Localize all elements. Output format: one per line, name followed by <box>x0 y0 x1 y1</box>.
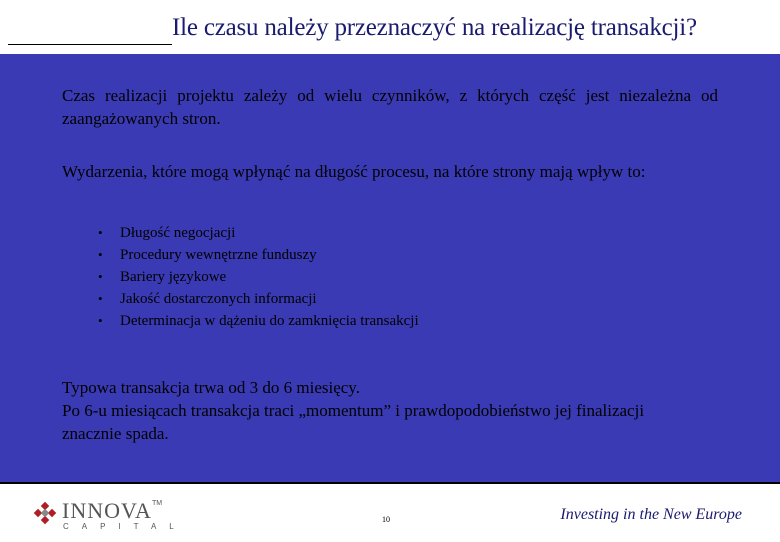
slide-title: Ile czasu należy przeznaczyć na realizację transakcji? <box>172 14 697 41</box>
paragraph-intro: Czas realizacji projektu zależy od wielu czynników, z których część jest niezależna od zaangażowanych stron. <box>62 86 718 128</box>
paragraph-factors: Wydarzenia, które mogą wpłynąć na długość procesu, na które strony mają wpływ to: <box>62 162 646 181</box>
bullet-dot-icon: • <box>98 291 103 306</box>
list-item <box>98 266 419 288</box>
logo-trademark: TM <box>152 500 163 507</box>
title-rule <box>8 44 172 45</box>
factor-list <box>98 222 419 332</box>
list-item <box>98 244 419 266</box>
list-item <box>98 310 419 332</box>
list-item-label: Determinacja w dążeniu do zamknięcia transakcji <box>120 313 419 329</box>
title-bar <box>0 0 780 54</box>
innova-diamond-logo-icon <box>32 502 58 528</box>
list-item-label: Bariery językowe <box>120 269 227 285</box>
list-item-label: Długość negocjacji <box>120 225 236 241</box>
list-item <box>98 222 419 244</box>
timeline-line-1: Typowa transakcja trwa od 3 do 6 miesięcy. <box>62 378 360 397</box>
bullet-dot-icon: • <box>98 225 103 240</box>
page-number: 10 <box>382 515 390 524</box>
innova-capital-logo <box>32 498 187 534</box>
bullet-dot-icon: • <box>98 313 103 328</box>
paragraph-timeline <box>62 376 702 445</box>
logo-wordmark: INNOVA <box>62 498 152 523</box>
bullet-dot-icon: • <box>98 247 103 262</box>
footer <box>0 482 780 542</box>
list-item-label: Jakość dostarczonych informacji <box>120 291 317 307</box>
footer-tagline: Investing in the New Europe <box>560 506 742 523</box>
list-item <box>98 288 419 310</box>
bullet-dot-icon: • <box>98 269 103 284</box>
logo-subtitle: CAPITAL <box>63 522 187 531</box>
timeline-line-2: Po 6-u miesiącach transakcja traci „momentum” i prawdopodobieństwo jej finalizacji znacznie spada. <box>62 401 645 443</box>
list-item-label: Procedury wewnętrzne funduszy <box>120 247 317 263</box>
